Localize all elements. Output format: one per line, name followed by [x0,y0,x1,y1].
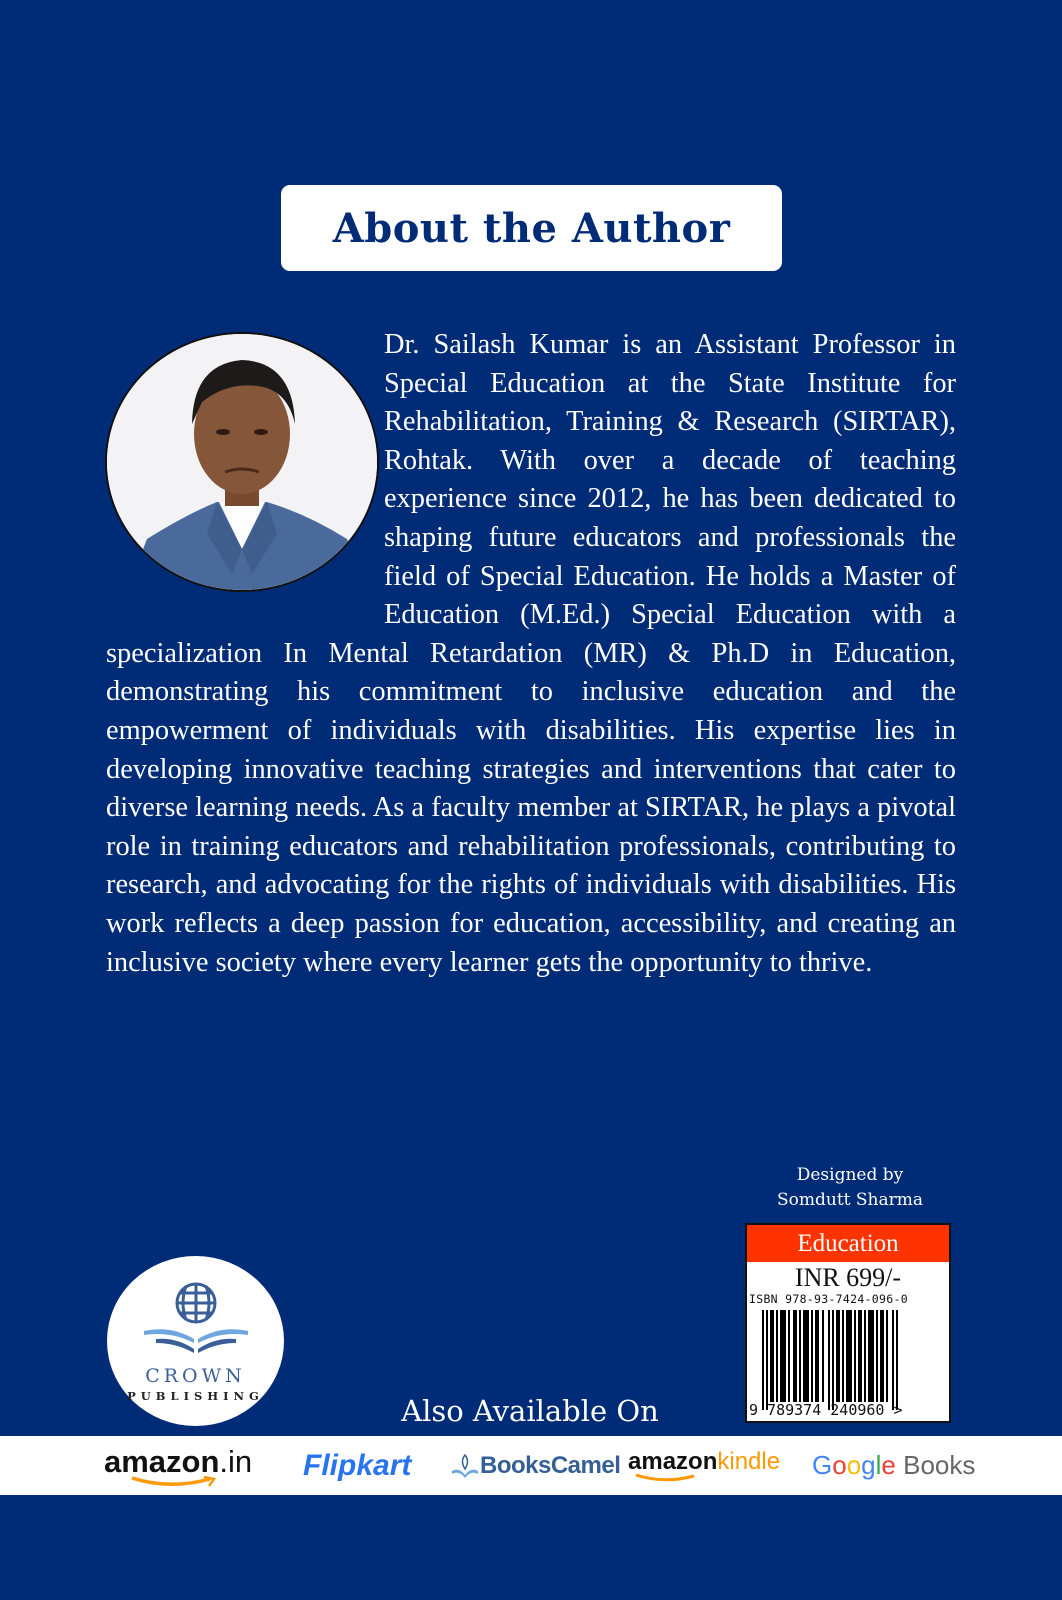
store-google-books[interactable]: G o o g l e Books [812,1450,976,1480]
amazon-smile-icon [130,1476,220,1488]
price: INR 699/- [794,1263,902,1292]
publisher-logo [107,1256,284,1426]
section-title: About the Author [332,204,731,252]
barcode-icon [762,1310,902,1410]
store-flipkart[interactable]: Flipkart [303,1448,412,1482]
author-bio [106,326,956,982]
designed-by-label: Designed by [796,1165,904,1185]
publisher-subtitle: PUBLISHING [127,1389,264,1403]
availability-heading: Also Available On [401,1394,659,1428]
bookscamel-icon [450,1451,480,1481]
barcode-digits: 9 789374 240960 > [749,1401,903,1419]
store-amazon-kindle[interactable]: amazonkindle [628,1436,780,1495]
globe-book-icon [136,1281,256,1363]
store-amazon-in[interactable]: amazon.in [104,1436,252,1495]
section-title-box [281,185,782,271]
store-logos-strip [0,1436,1062,1495]
price-barcode-card [745,1223,951,1423]
isbn: ISBN 978-93-7424-096-0 [749,1292,908,1306]
store-bookscamel[interactable]: BooksCamel [450,1436,620,1495]
amazon-smile-icon [634,1473,704,1483]
category-label: Education [747,1225,949,1262]
publisher-name: CROWN [145,1365,246,1387]
designer-name: Somdutt Sharma [776,1190,923,1210]
author-bio-text: Dr. Sailash Kumar is an Assistant Professor in Special Education at the State Institute for Rehabilitation, Training & Research (SIRTAR), Rohtak. With over a decade of teaching experience since 2012, he has been dedicated to shaping future educators and professionals the field of Special Education. He holds a Master of Education (M.Ed.) Special Education with a specialization In Mental Retardation (MR) & Ph.D in Education, demonstrating his commitment to inclusive education and the empowerment of individuals with disabilities. His expertise lies in developing innovative teaching strategies and interventions that cater to diverse learning needs. As a faculty member at SIRTAR, he plays a pivotal role in training educators and rehabilitation professionals, contributing to research, and advocating for the rights of individuals with disabilities. His work reflects a deep passion for education, accessibility, and creating an inclusive society where every learner gets the opportunity to thrive. [106,329,956,978]
designer-credit [750,1163,950,1213]
